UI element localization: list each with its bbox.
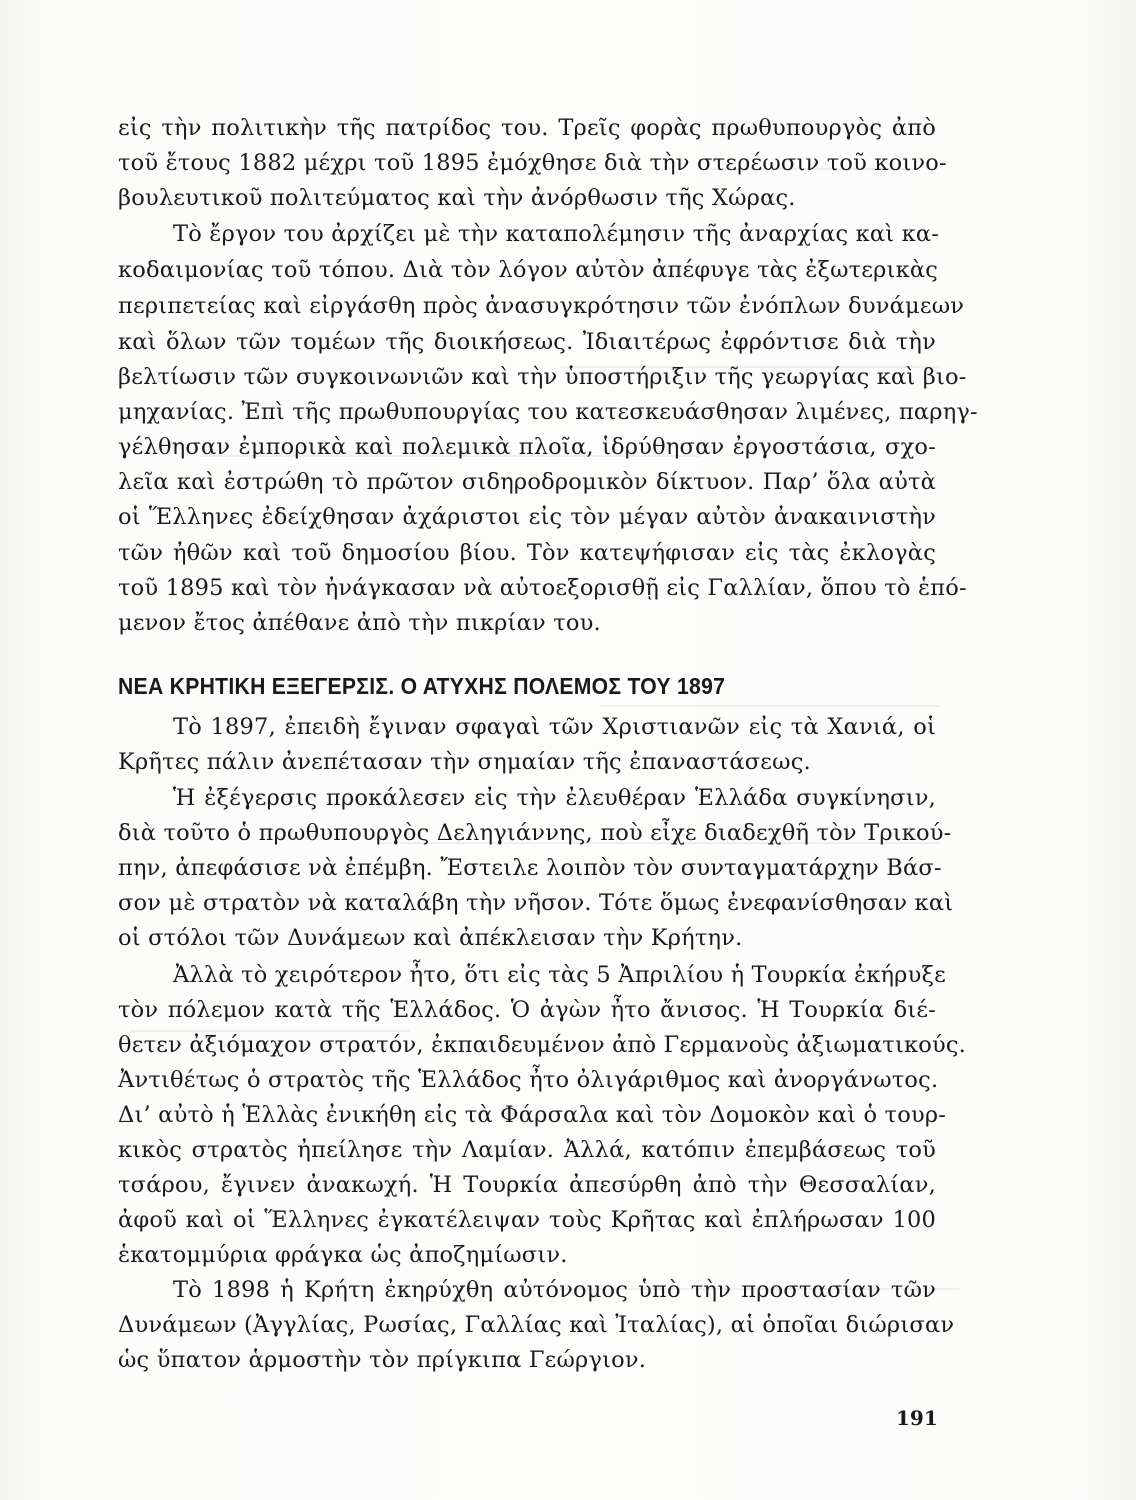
text-line: διὰ τοῦτο ὁ πρωθυπουργὸς Δεληγιάννης, ποὺ εἶχε διαδεχθῆ τὸν Τρικού- bbox=[118, 820, 952, 846]
text-line: Δυνάμεων (Ἀγγλίας, Ρωσίας, Γαλλίας καὶ Ἰταλίας), αἱ ὁποῖαι διώρισαν bbox=[118, 1312, 955, 1338]
text-line: Τὸ ἔργον του ἀρχίζει μὲ τὴν καταπολέμησιν τῆς ἀναρχίας καὶ κα- bbox=[173, 221, 940, 247]
text-line: ἑκατομμύρια φράγκα ὡς ἀποζημίωσιν. bbox=[118, 1242, 568, 1268]
text-line: οἱ στόλοι τῶν Δυνάμεων καὶ ἀπέκλεισαν τὴν Κρήτην. bbox=[118, 925, 743, 951]
text-line: εἰς τὴν πολιτικὴν τῆς πατρίδος του. Τρεῖς φορὰς πρωθυπουργὸς ἀπὸ bbox=[118, 115, 936, 141]
text-line: γέλθησαν ἐμπορικὰ καὶ πολεμικὰ πλοῖα, ἱδρύθησαν ἐργοστάσια, σχο- bbox=[118, 434, 936, 460]
section-heading: ΝΕΑ ΚΡΗΤΙΚΗ ΕΞΕΓΕΡΣΙΣ. Ο ΑΤΥΧΗΣ ΠΟΛΕΜΟΣ ΤΟΥ 1897 bbox=[118, 673, 726, 699]
text-line: Ἀντιθέτως ὁ στρατὸς τῆς Ἑλλάδος ἦτο ὀλιγάριθμος καὶ ἀνοργάνωτος. bbox=[118, 1067, 939, 1093]
text-line: μηχανίας. Ἐπὶ τῆς πρωθυπουργίας του κατεσκευάσθησαν λιμένες, παρηγ- bbox=[118, 399, 978, 425]
text-line: σον μὲ στρατὸν νὰ καταλάβη τὴν νῆσον. Τότε ὅμως ἐνεφανίσθησαν καὶ bbox=[118, 890, 954, 916]
text-line: Ἀλλὰ τὸ χειρότερον ἦτο, ὅτι εἰς τὰς 5 Ἀπριλίου ἡ Τουρκία ἐκήρυξε bbox=[173, 962, 946, 988]
text-line: τῶν ἠθῶν καὶ τοῦ δημοσίου βίου. Τὸν κατεψήφισαν εἰς τὰς ἐκλογὰς bbox=[118, 540, 936, 566]
text-line: κικὸς στρατὸς ἠπείλησε τὴν Λαμίαν. Ἀλλά, κατόπιν ἐπεμβάσεως τοῦ bbox=[118, 1137, 936, 1163]
text-line: Ἡ ἐξέγερσις προκάλεσεν εἰς τὴν ἐλευθέραν Ἑλλάδα συγκίνησιν, bbox=[173, 785, 936, 811]
text-line: τὸν πόλεμον κατὰ τῆς Ἑλλάδος. Ὁ ἀγὼν ἦτο ἄνισος. Ἡ Τουρκία διέ- bbox=[118, 997, 936, 1023]
text-line: τσάρου, ἔγινεν ἀνακωχή. Ἡ Τουρκία ἀπεσύρθη ἀπὸ τὴν Θεσσαλίαν, bbox=[118, 1172, 936, 1198]
text-line: τοῦ 1895 καὶ τὸν ἠνάγκασαν νὰ αὐτοεξορισθῇ εἰς Γαλλίαν, ὅπου τὸ ἑπό- bbox=[118, 575, 967, 601]
page-number: 191 bbox=[896, 1406, 938, 1430]
text-line: πην, ἀπεφάσισε νὰ ἐπέμβη. Ἔστειλε λοιπὸν τὸν συνταγματάρχην Βάσ- bbox=[118, 855, 942, 881]
text-line: Τὸ 1897, ἐπειδὴ ἔγιναν σφαγαὶ τῶν Χριστιανῶν εἰς τὰ Χανιά, οἱ bbox=[173, 714, 936, 740]
text-line: Κρῆτες πάλιν ἀνεπέτασαν τὴν σημαίαν τῆς ἐπαναστάσεως. bbox=[118, 749, 811, 775]
text-line: καὶ ὅλων τῶν τομέων τῆς διοικήσεως. Ἰδιαιτέρως ἐφρόντισε διὰ τὴν bbox=[118, 329, 936, 355]
text-line: οἱ Ἕλληνες ἐδείχθησαν ἀχάριστοι εἰς τὸν μέγαν αὐτὸν ἀνακαινιστὴν bbox=[118, 504, 936, 530]
text-line: Τὸ 1898 ἡ Κρήτη ἐκηρύχθη αὐτόνομος ὑπὸ τὴν προστασίαν τῶν bbox=[173, 1277, 936, 1303]
text-line: τοῦ ἔτους 1882 μέχρι τοῦ 1895 ἐμόχθησε διὰ τὴν στερέωσιν τοῦ κοινο- bbox=[118, 150, 947, 176]
text-line: περιπετείας καὶ εἰργάσθη πρὸς ἀνασυγκρότησιν τῶν ἐνόπλων δυνάμεων bbox=[118, 293, 965, 319]
text-line: μενον ἔτος ἀπέθανε ἀπὸ τὴν πικρίαν του. bbox=[118, 610, 601, 636]
text-line: ὡς ὕπατον ἁρμοστὴν τὸν πρίγκιπα Γεώργιον. bbox=[118, 1347, 647, 1373]
text-line: βουλευτικοῦ πολιτεύματος καὶ τὴν ἀνόρθωσιν τῆς Χώρας. bbox=[118, 185, 796, 211]
text-line: λεῖα καὶ ἐστρώθη τὸ πρῶτον σιδηροδρομικὸν δίκτυον. Παρ’ ὅλα αὐτὰ bbox=[118, 469, 936, 495]
text-line: ἀφοῦ καὶ οἱ Ἕλληνες ἐγκατέλειψαν τοὺς Κρῆτας καὶ ἐπλήρωσαν 100 bbox=[118, 1207, 936, 1233]
text-line: βελτίωσιν τῶν συγκοινωνιῶν καὶ τὴν ὑποστήριξιν τῆς γεωργίας καὶ βιο- bbox=[118, 364, 967, 390]
text-line: κοδαιμονίας τοῦ τόπου. Διὰ τὸν λόγον αὐτὸν ἀπέφυγε τὰς ἐξωτερικὰς bbox=[118, 257, 939, 283]
text-line: Δι’ αὐτὸ ἡ Ἑλλὰς ἐνικήθη εἰς τὰ Φάρσαλα καὶ τὸν Δομοκὸν καὶ ὁ τουρ- bbox=[118, 1102, 947, 1128]
text-line: θετεν ἀξιόμαχον στρατόν, ἐκπαιδευμένον ἀπὸ Γερμανοὺς ἀξιωματικούς. bbox=[118, 1032, 967, 1058]
